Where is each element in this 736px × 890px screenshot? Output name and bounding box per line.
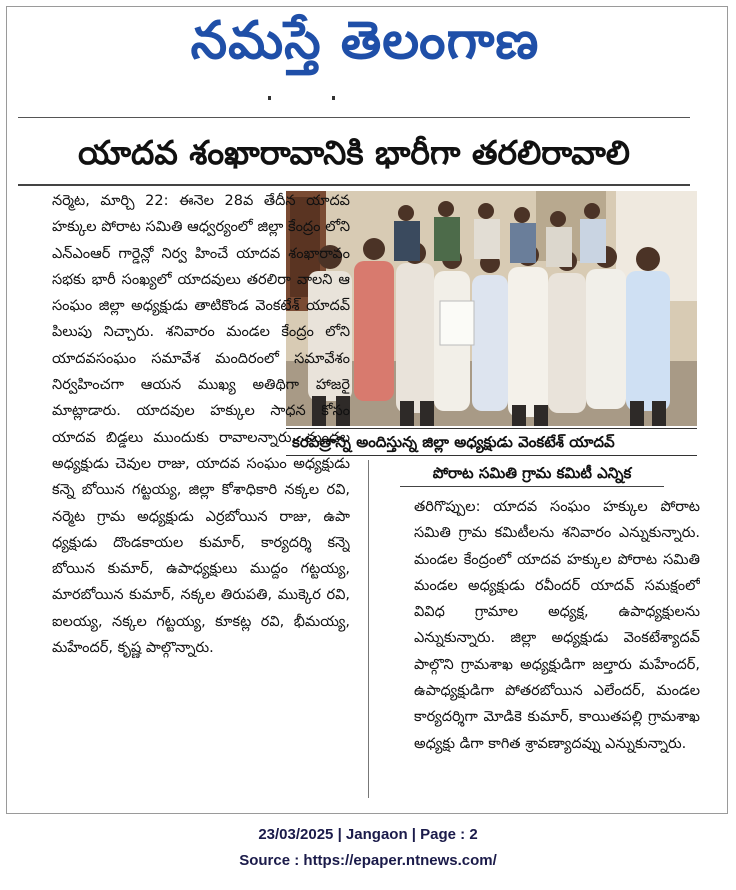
sub-headline-rule [400, 486, 664, 487]
lead-article-body: నర్మెట, మార్చి 22: ఈనెల 28వ తేదీన యాదవ హక్కుల పోరాట సమితి ఆధ్వర్యంలో జిల్లా కేంద్రం లోని ఎన్ఎంఆర్ గార్డెన్లో నిర్వ హించే యాదవ శంఖారావం సభకు భారీ సంఖ్యలో యాదవులు తరలిరా వాలని ఆ సంఘం జిల్లా అధ్యక్షుడు తాటికొండ వెంకటేశ్ యాదవ్ పిలుపు నిచ్చారు. శనివారం మండల కేంద్రం లోని యాదవసంఘం సమావేశ మందిరంలో సమావేశం నిర్వహించగా ఆయన ముఖ్య అతిథిగా హాజరై మాట్లాడారు. యాదవుల హక్కుల సాధన కోసం యాదవ బిడ్డలు ముందుకు రావాలన్నారు. మండల అధ్యక్షుడు చెవుల రాజు, యాదవ సంఘం అధ్యక్షుడు కన్నె బోయిన గట్టయ్య, జిల్లా కోశాధికారి నక్కల రవి, నర్మెట గ్రామ అధ్యక్షుడు ఎర్రబోయిన రాజు, ఉపా ధ్యక్షుడు దొండకాయల కుమార్, కార్యదర్శి కన్నె బోయిన కుమార్, ఉపాధ్యక్షులు ముద్దం గట్టయ్య, మారబోయిన కుమార్, నక్కల తిరుపతి, ముక్కెర రవి, ఐలయ్య, నక్కల గట్టయ్య, కూకట్ల రవి, భీమయ్య, మహేందర్, కృష్ణ పాల్గొన్నారు. [52, 193, 350, 657]
sub-article-body: తరిగొప్పుల: యాదవ సంఘం హక్కుల పోరాట సమితి గ్రామ కమిటీలను శనివారం ఎన్నుకున్నారు. మండల కేంద్రంలో యాదవ హక్కుల పోరాట సమితి మండల అధ్యక్షుడు రవీందర్ యాదవ్ సమక్షంలో వివిధ గ్రామాల అధ్యక్ష, ఉపాధ్యక్షులను ఎన్నుకున్నారు. జిల్లా అధ్యక్షుడు వెంకటేశ్యాదవ్ పాల్గొని గ్రామశాఖ అధ్యక్షుడిగా జల్తారు మహేందర్, ఉపాధ్యక్షుడిగా పోతరబోయిన ఎలేందర్, మండల కార్యదర్శిగా మోడికె కుమార్, కాయితపల్లి గ్రామశాఖ అధ్యక్షు డిగా కాగిత శ్రావణ్యాదవ్ను ఎన్నుకున్నారు. [414, 499, 700, 752]
photo-caption: కరపత్రాన్ని అందిస్తున్న జిల్లా అధ్యక్షుడు వెంకటేశ్ యాదవ్ [292, 433, 615, 451]
headline-bottom-rule [18, 184, 690, 186]
headline-top-rule [18, 117, 690, 118]
edition-date-line: 23/03/2025 | Jangaon | Page : 2 [258, 826, 478, 843]
sub-article-column [392, 494, 700, 794]
newspaper-masthead: నమస్తే తెలంగాణ [190, 10, 540, 71]
sub-article-headline: పోరాట సమితి గ్రామ కమిటీ ఎన్నిక [432, 464, 632, 482]
masthead-tick-marks [262, 96, 352, 102]
column-divider [368, 460, 369, 798]
source-url-line: Source : https://epaper.ntnews.com/ [239, 852, 497, 869]
article-headline: యాదవ శంఖారావానికి భారీగా తరలిరావాలి [78, 133, 630, 172]
lead-article-column [22, 188, 350, 800]
